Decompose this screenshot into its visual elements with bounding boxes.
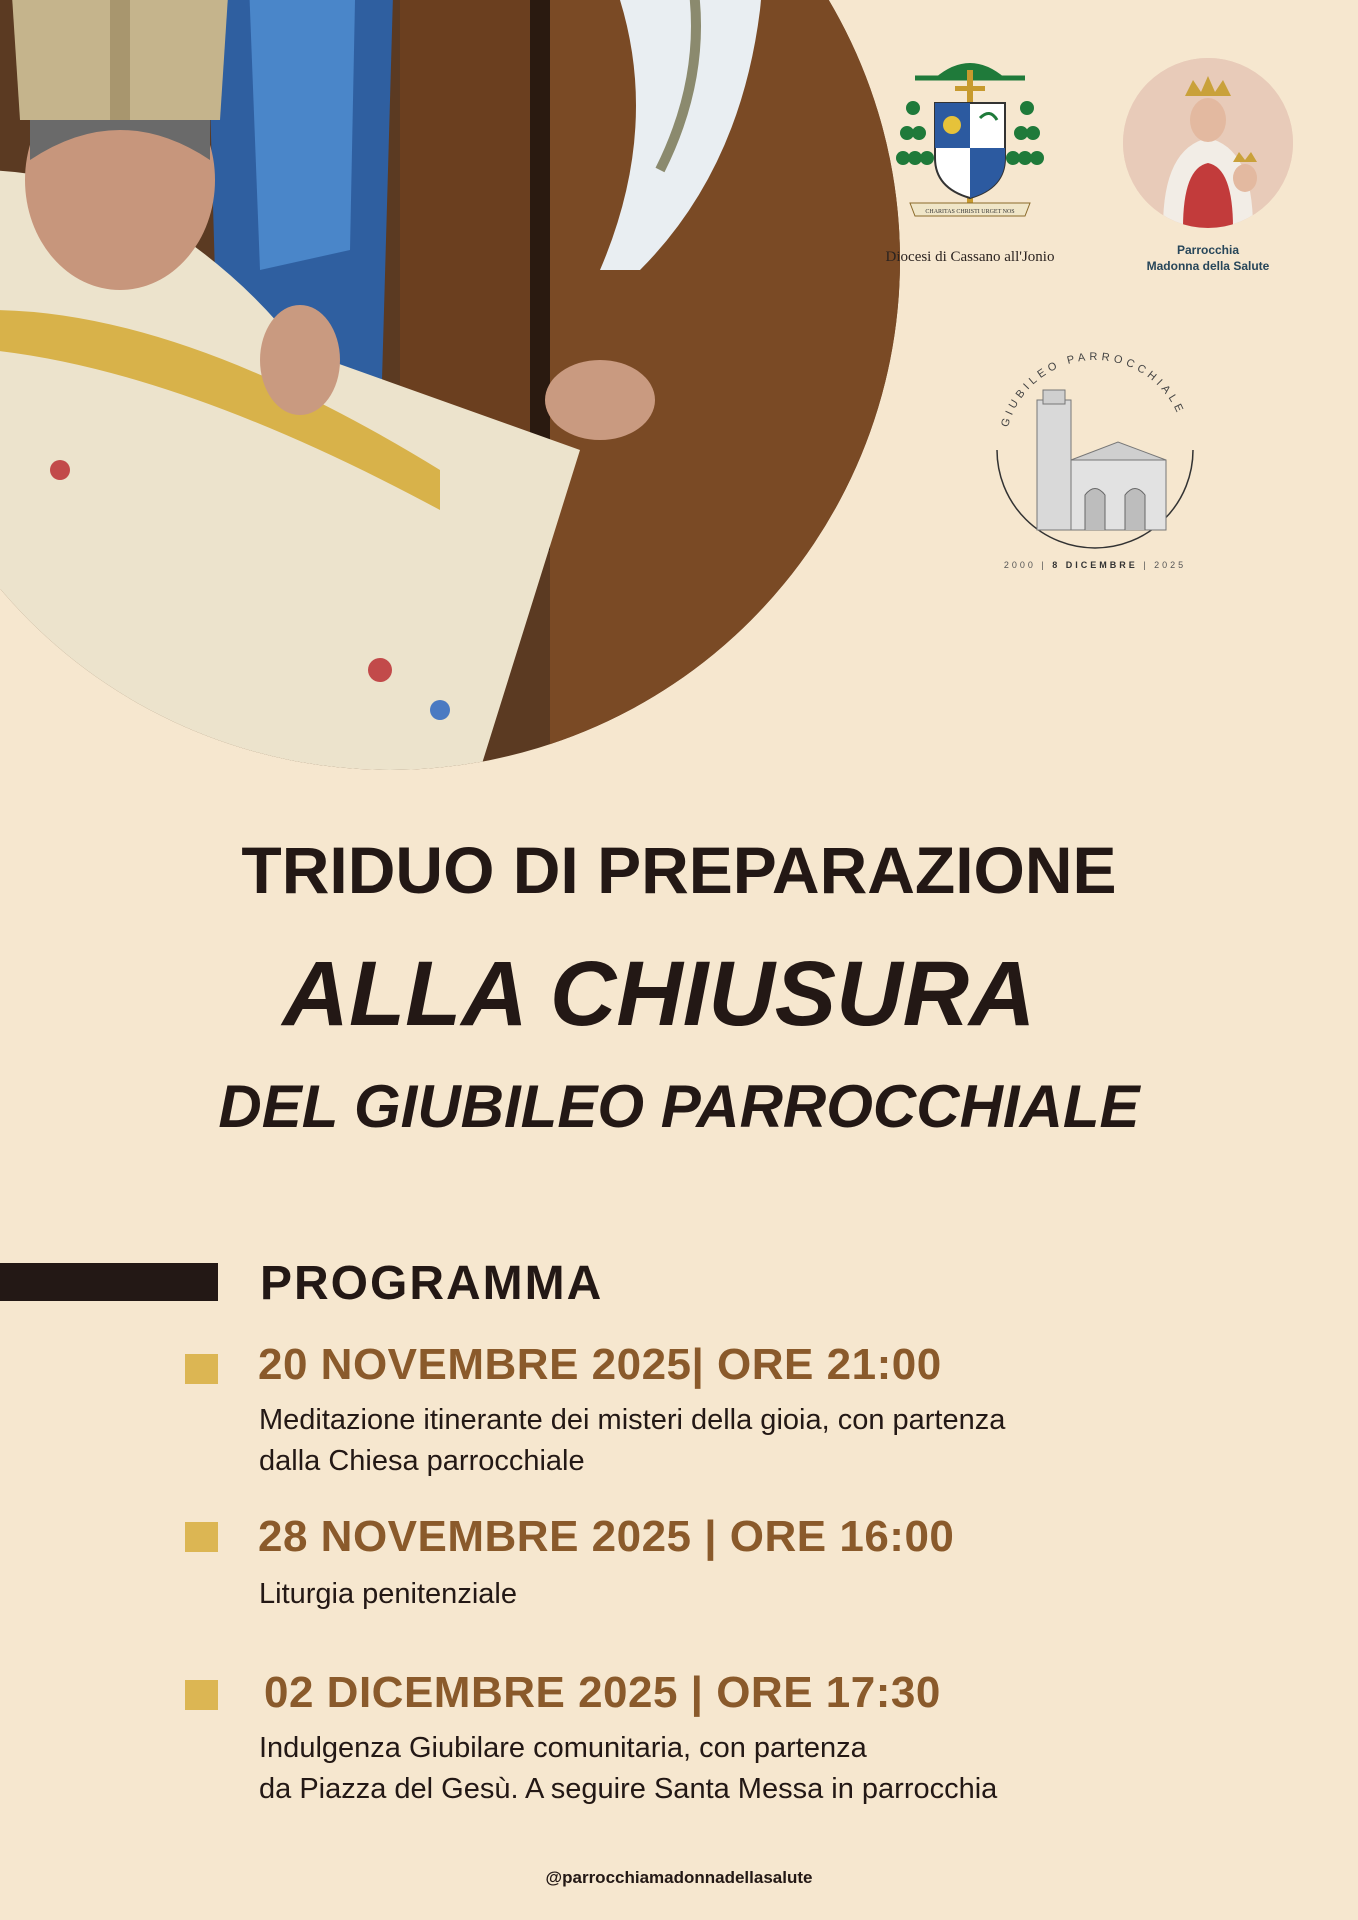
program-title: PROGRAMMA xyxy=(260,1257,604,1310)
parish-label-line1: Parrocchia xyxy=(1176,243,1240,257)
jubilee-logo xyxy=(975,330,1215,580)
event-heading: 20 NOVEMBRE 2025| ORE 21:00 xyxy=(258,1340,942,1389)
program-accent-bar xyxy=(0,1263,218,1301)
jubilee-date-center: 8 DICEMBRE xyxy=(1052,560,1138,570)
diocese-motto: CHARITAS CHRISTI URGET NOS xyxy=(925,209,1015,215)
parish-logo xyxy=(1120,58,1296,274)
title-line-1: TRIDUO DI PREPARAZIONE xyxy=(241,833,1117,907)
event-heading: 02 DICEMBRE 2025 | ORE 17:30 xyxy=(264,1668,941,1717)
coat-of-arms-icon xyxy=(895,48,1045,238)
event-description-line1: Meditazione itinerante dei misteri della gioia, con partenza xyxy=(259,1404,1006,1436)
event-description-line1: Indulgenza Giubilare comunitaria, con partenza xyxy=(259,1732,867,1764)
title-line-2: ALLA CHIUSURA xyxy=(282,943,1036,1045)
madonna-image xyxy=(1123,58,1293,228)
event-description-line2: da Piazza del Gesù. A seguire Santa Messa in parrocchia xyxy=(259,1773,998,1805)
event-heading: 28 NOVEMBRE 2025 | ORE 16:00 xyxy=(258,1512,955,1561)
event-bullet xyxy=(185,1354,218,1384)
event-bullet xyxy=(185,1680,218,1710)
event-bullet xyxy=(185,1522,218,1552)
social-handle: @parrocchiamadonnadellasalute xyxy=(545,1868,813,1887)
bishop-photo xyxy=(0,0,900,770)
parish-label-line2: Madonna della Salute xyxy=(1146,259,1270,273)
jubilee-date-left: 2000 xyxy=(1003,560,1036,570)
event-description-line1: Liturgia penitenziale xyxy=(259,1578,517,1610)
jubilee-arc-text: GIUBILEO PARROCCHIALE xyxy=(999,350,1187,429)
event-description-line2: dalla Chiesa parrocchiale xyxy=(259,1445,585,1477)
title-line-3: DEL GIUBILEO PARROCCHIALE xyxy=(218,1073,1140,1140)
diocese-logo xyxy=(885,48,1055,266)
jubilee-date-right: 2025 xyxy=(1154,560,1187,570)
diocese-label: Diocesi di Cassano all'Jonio xyxy=(885,249,1055,265)
jubilee-dates: 2000 | 8 DICEMBRE | 2025 xyxy=(1003,560,1187,570)
svg-text:GIUBILEO PARROCCHIALE xyxy=(999,351,1187,429)
